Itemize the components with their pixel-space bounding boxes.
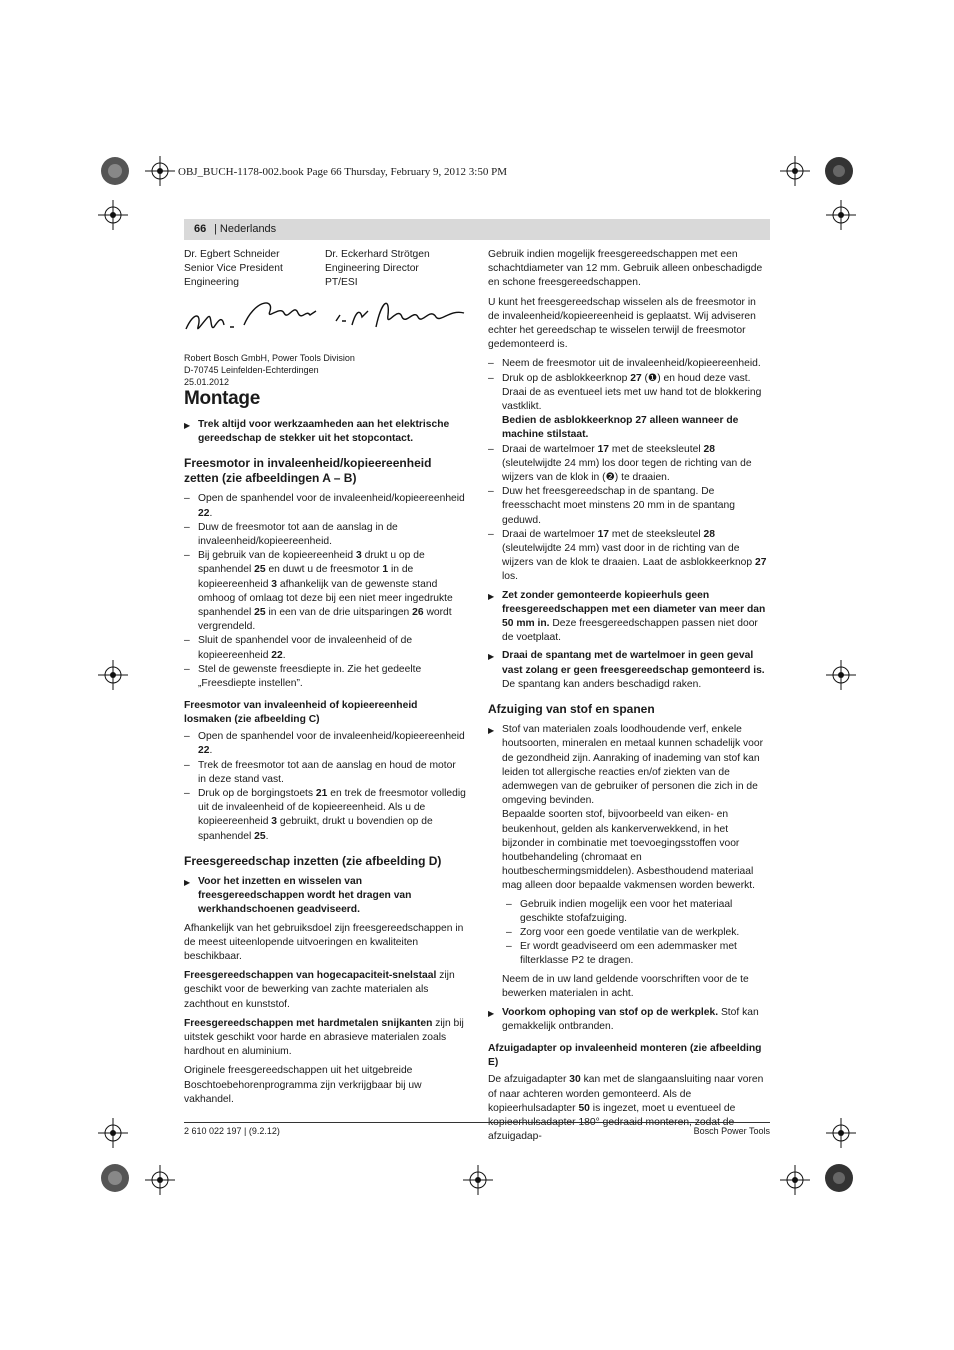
address-date: 25.01.2012 xyxy=(184,376,230,387)
paragraph: Neem de in uw land geldende voorschriften voor de te bewerken materialen in acht. xyxy=(502,973,749,999)
list-item: – Open de spanhendel voor de invaleenheid/kopieereenheid 22. xyxy=(184,492,466,520)
list-item: – Stel de gewenste freesdiepte in. Zie het gedeelte „Freesdiepte instellen”. xyxy=(184,663,466,691)
signatory-1 xyxy=(184,248,325,291)
footer-divider xyxy=(184,1122,770,1123)
crosshair-icon xyxy=(826,660,856,690)
company-address xyxy=(184,352,466,388)
signatory-name: Dr. Egbert Schneider xyxy=(184,249,280,260)
section-language: | Nederlands xyxy=(214,223,277,235)
crosshair-icon xyxy=(826,1118,856,1148)
list-item: – Er wordt geadviseerd om een ademmasker met filterklasse P2 te dragen. xyxy=(506,940,770,968)
section-title: Montage xyxy=(184,387,261,409)
print-info: OBJ_BUCH-1178-002.book Page 66 Thursday, February 9, 2012 3:50 PM xyxy=(178,166,507,178)
crosshair-icon xyxy=(780,1165,810,1195)
warning-item xyxy=(488,723,770,893)
signatory-2 xyxy=(325,248,466,291)
warning-item: ▶ Zet zonder gemonteerde kopieerhuls geen freesgereedschappen met een diameter van meer dan 50 mm in. Deze freesgereedschappen passen niet door de voetplaat. xyxy=(488,589,770,646)
registration-mark-icon xyxy=(824,1163,854,1193)
paragraph: U kunt het freesgereedschap wisselen als de freesmotor in de invaleenheid/kopieereenheid is geplaatst. Wij adviseren echter het gereedschap te wisselen terwijl de freesmotor gedemonteerd is. xyxy=(488,296,756,351)
list-item: – Druk op de asblokkeerknop 27 (❶) en houd deze vast. Draai de as eventueel iets met uw hand tot de blokkering vastklikt. Bedien de asblokkeerknop 27 alleen wanneer de machine stilstaat. xyxy=(488,372,770,443)
crosshair-icon xyxy=(98,1118,128,1148)
address-line: Robert Bosch GmbH, Power Tools Division xyxy=(184,352,355,363)
warning-list xyxy=(184,875,466,918)
signatory-dept: PT/ESI xyxy=(325,277,358,289)
steps-list xyxy=(184,730,466,844)
paragraph: De afzuigadapter 30 kan met de slangaansluiting naar voren of naar achteren worden gemonteerd. Als de kopieerhulsadapter 50 is ingezet, moet u eventueel de afzuigadap- xyxy=(488,1074,764,1143)
sub-list xyxy=(488,898,770,969)
paragraph: Freesgereedschappen van hogecapaciteit-snelstaal zijn geschikt voor de bewerking van zachte materialen als zachthout en kunststof. xyxy=(184,970,455,1010)
left-column xyxy=(184,248,466,1112)
crosshair-icon xyxy=(826,200,856,230)
signatories xyxy=(184,248,466,291)
crosshair-icon xyxy=(145,1165,175,1195)
crosshair-icon xyxy=(780,156,810,186)
crosshair-icon xyxy=(463,1165,493,1195)
paragraph: Afhankelijk van het gebruiksdoel zijn freesgereedschappen in de meest uiteenlopende uitvoeringen en kwaliteiten beschikbaar. xyxy=(184,922,464,962)
footer-brand: Bosch Power Tools xyxy=(693,1126,770,1136)
page-number: 66 xyxy=(194,223,207,235)
page-header xyxy=(184,219,770,240)
warning-list xyxy=(488,723,770,893)
warning-item: ▶ Draai de spantang met de wartelmoer in geen geval vast zolang er geen freesgereedschap gemonteerd is. De spantang kan anders beschadigd raken. xyxy=(488,649,770,692)
signature-image xyxy=(184,291,466,341)
steps-list xyxy=(488,357,770,584)
list-item: – Duw het freesgereedschap in de spantang. De freesschacht moet minstens 20 mm in de spantang geduwd. xyxy=(488,485,770,528)
registration-mark-icon xyxy=(100,1163,130,1193)
language-label: Nederlands xyxy=(219,223,277,235)
crosshair-icon xyxy=(98,660,128,690)
list-item: – Sluit de spanhendel voor de invaleenheid of de kopieereenheid 22. xyxy=(184,634,466,662)
registration-mark-icon xyxy=(100,156,130,186)
crosshair-icon xyxy=(98,200,128,230)
list-item: – Duw de freesmotor tot aan de aanslag in de invaleenheid/kopieereenheid. xyxy=(184,521,466,549)
list-item: – Neem de freesmotor uit de invaleenheid/kopieereenheid. xyxy=(488,357,770,371)
warning-item: ▶ Voorkom ophoping van stof op de werkplek. Stof kan gemakkelijk ontbranden. xyxy=(488,1006,770,1034)
paragraph: Gebruik indien mogelijk freesgereedschappen met een schachtdiameter van 12 mm. Gebruik alleen onbeschadigde en schone freesgereedschappen. xyxy=(488,249,763,289)
list-item: – Bij gebruik van de kopieereenheid 3 drukt u op de spanhendel 25 en duwt u de freesmotor 1 in de kopieereenheid 3 afhankelijk van de gewenste stand omhoog of omlaag tot deze bij een niet meer ingedrukte spanhendel 25 in een van de drie uitsparingen 26 wordt vergrendeld. xyxy=(184,549,466,634)
subsection-heading: Afzuigadapter op invaleenheid monteren (zie afbeelding E) xyxy=(488,1043,762,1069)
signatory-dept: Engineering xyxy=(184,277,239,289)
warning-item: ▶ Trek altijd voor werkzaamheden aan het elektrische gereedschap de stekker uit het stopcontact. xyxy=(184,418,466,446)
warning-text: Bepaalde soorten stof, bijvoorbeeld van eiken- en beukenhout, gelden als kankerverwekkend, in het bijzonder in combinatie met toevoegingsstoffen voor houtbehandeling (chromaat en houtbeschermingsmiddelen). Asbesthoudend materiaal mag alleen door bepaalde vakmensen worden bewerkt. xyxy=(502,809,756,892)
warning-list xyxy=(488,1006,770,1034)
footer-doc-number: 2 610 022 197 | (9.2.12) xyxy=(184,1126,280,1136)
warning-list xyxy=(488,589,770,692)
registration-mark-icon xyxy=(824,156,854,186)
steps-list xyxy=(184,492,466,691)
subsection-heading: Freesmotor van invaleenheid of kopieereenheid losmaken (zie afbeelding C) xyxy=(184,700,418,726)
subsection-heading: Freesgereedschap inzetten (zie afbeelding D) xyxy=(184,853,442,868)
warning-text: ▶ Stof van materialen zoals loodhoudende verf, enkele houtsoorten, mineralen en metaal kunnen schadelijk voor de gezondheid zijn. Aanraking of inademing van stof kan leiden tot allergische reacties en/of ziekten van de ademwegen van de gebruiker of personen die zich in de omgeving bevinden. xyxy=(502,724,764,807)
address-line: D-70745 Leinfelden-Echterdingen xyxy=(184,364,319,375)
subsection-heading: Freesmotor in invaleenheid/kopieereenheid zetten (zie afbeeldingen A – B) xyxy=(184,456,432,486)
list-item: – Gebruik indien mogelijk een voor het materiaal geschikte stofafzuiging. xyxy=(506,898,770,926)
list-item: – Draai de wartelmoer 17 met de steeksleutel 28 (sleutelwijdte 24 mm) los door tegen de richting van de wijzers van de klok in (❷) te draaien. xyxy=(488,443,770,486)
right-column xyxy=(488,248,770,1149)
subsection-heading: Afzuiging van stof en spanen xyxy=(488,702,655,717)
paragraph: Originele freesgereedschappen uit het uitgebreide Boschtoebehorenprogramma zijn verkrijgbaar bij uw vakhandel. xyxy=(184,1065,422,1105)
inline-warning: Bedien de asblokkeerknop 27 alleen wanneer de machine stilstaat. xyxy=(502,415,739,441)
list-item: – Trek de freesmotor tot aan de aanslag en houd de motor in deze stand vast. xyxy=(184,759,466,787)
list-item: – Zorg voor een goede ventilatie van de werkplek. xyxy=(506,926,770,940)
list-item: – Druk op de borgingstoets 21 en trek de freesmotor volledig uit de invaleenheid of de kopieereenheid. Als u de kopieereenheid 3 gebruikt, drukt u bovendien op de spanhendel 25. xyxy=(184,787,466,844)
signatory-title: Engineering Director xyxy=(325,263,419,275)
signatory-name: Dr. Eckerhard Strötgen xyxy=(325,249,430,260)
warning-list xyxy=(184,418,466,446)
signatory-title: Senior Vice President xyxy=(184,263,283,275)
warning-item: ▶ Voor het inzetten en wisselen van freesgereedschappen wordt het dragen van werkhandschoenen geadviseerd. xyxy=(184,875,466,918)
list-item: – Draai de wartelmoer 17 met de steeksleutel 28 (sleutelwijdte 24 mm) vast door in de richting van de wijzers van de klok te draaien. Laat de asblokkeerknop 27 los. xyxy=(488,528,770,585)
list-item: – Open de spanhendel voor de invaleenheid/kopieereenheid 22. xyxy=(184,730,466,758)
crosshair-icon xyxy=(145,156,175,186)
paragraph: Freesgereedschappen met hardmetalen snijkanten zijn bij uitstek geschikt voor harde en abrasieve materialen zoals hardhout en aluminium. xyxy=(184,1017,464,1058)
